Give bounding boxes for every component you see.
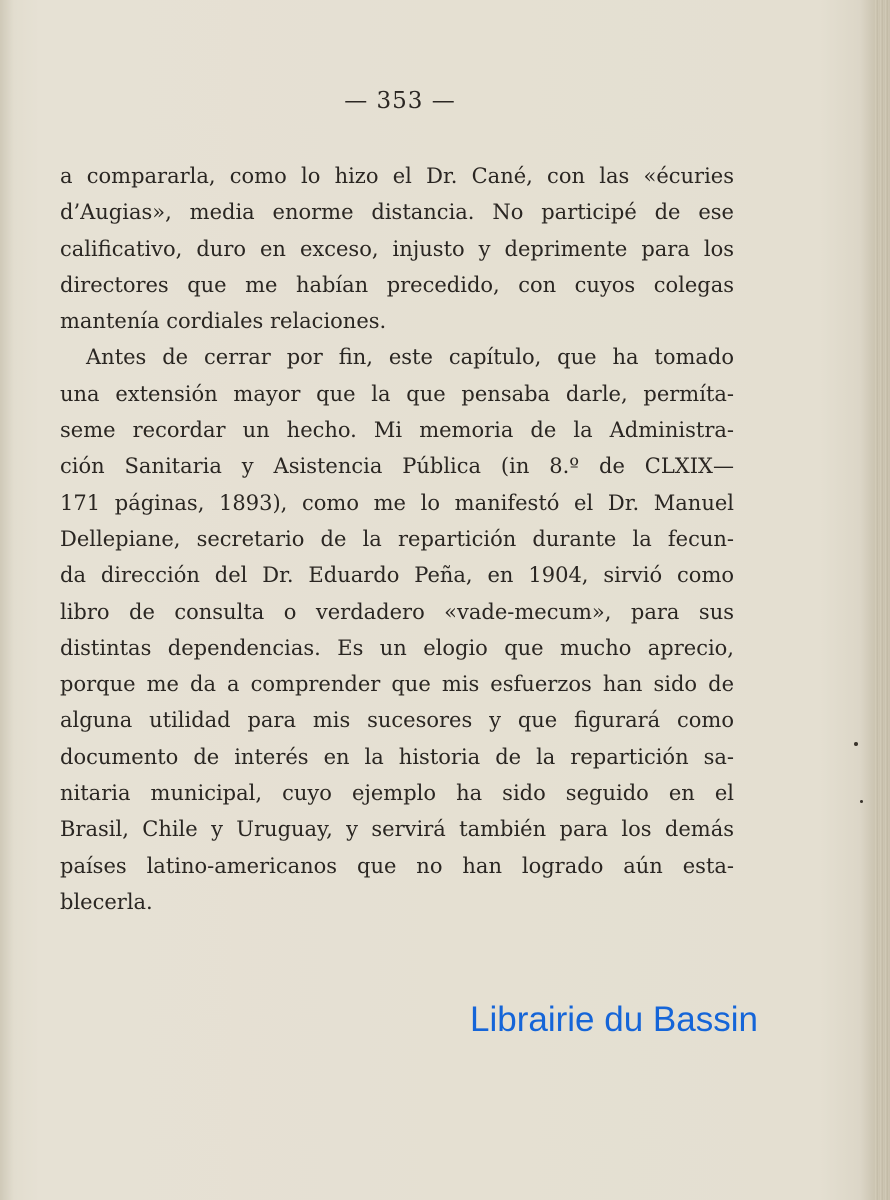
text-line: Brasil, Chile y Uruguay, y servirá también para los demás bbox=[60, 817, 734, 842]
text-line: 171 páginas, 1893), como me lo manifestó el Dr. Manuel bbox=[60, 490, 734, 515]
text-line: Dellepiane, secretario de la repartición durante la fecun- bbox=[60, 526, 734, 551]
text-line: directores que me habían precedido, con cuyos colegas bbox=[60, 272, 734, 297]
text-line: mantenía cordiales relaciones. bbox=[60, 309, 387, 334]
text-line: nitaria municipal, cuyo ejemplo ha sido seguido en el bbox=[60, 781, 734, 806]
body-text bbox=[60, 158, 734, 920]
text-line: distintas dependencias. Es un elogio que mucho aprecio, bbox=[60, 635, 734, 660]
text-line: documento de interés en la historia de la repartición sa- bbox=[60, 744, 734, 769]
watermark-text: Librairie du Bassin bbox=[470, 1000, 758, 1039]
text-line: blecerla. bbox=[60, 889, 153, 914]
text-line: seme recordar un hecho. Mi memoria de la Administra- bbox=[60, 418, 734, 443]
page-edge-stack bbox=[874, 0, 890, 1200]
text-line: d’Augias», media enorme distancia. No participé de ese bbox=[60, 200, 734, 225]
page-number: — 353 — bbox=[344, 88, 456, 114]
text-line: libro de consulta o verdadero «vade-mecum», para sus bbox=[60, 599, 734, 624]
paper-speck bbox=[860, 800, 863, 803]
text-line: calificativo, duro en exceso, injusto y deprimente para los bbox=[60, 236, 734, 261]
text-line: ción Sanitaria y Asistencia Pública (in 8.º de CLXIX— bbox=[60, 454, 734, 479]
text-line: una extensión mayor que la que pensaba darle, permíta- bbox=[60, 381, 734, 406]
text-line: da dirección del Dr. Eduardo Peña, en 1904, sirvió como bbox=[60, 563, 734, 588]
text-line: porque me da a comprender que mis esfuerzos han sido de bbox=[60, 672, 734, 697]
text-line: a compararla, como lo hizo el Dr. Cané, con las «écuries bbox=[60, 164, 734, 188]
text-line: alguna utilidad para mis sucesores y que figurará como bbox=[60, 708, 734, 733]
paper-speck bbox=[854, 742, 858, 746]
text-line: países latino-americanos que no han logrado aún esta- bbox=[60, 853, 734, 878]
text-line: Antes de cerrar por fin, este capítulo, que ha tomado bbox=[86, 345, 734, 370]
